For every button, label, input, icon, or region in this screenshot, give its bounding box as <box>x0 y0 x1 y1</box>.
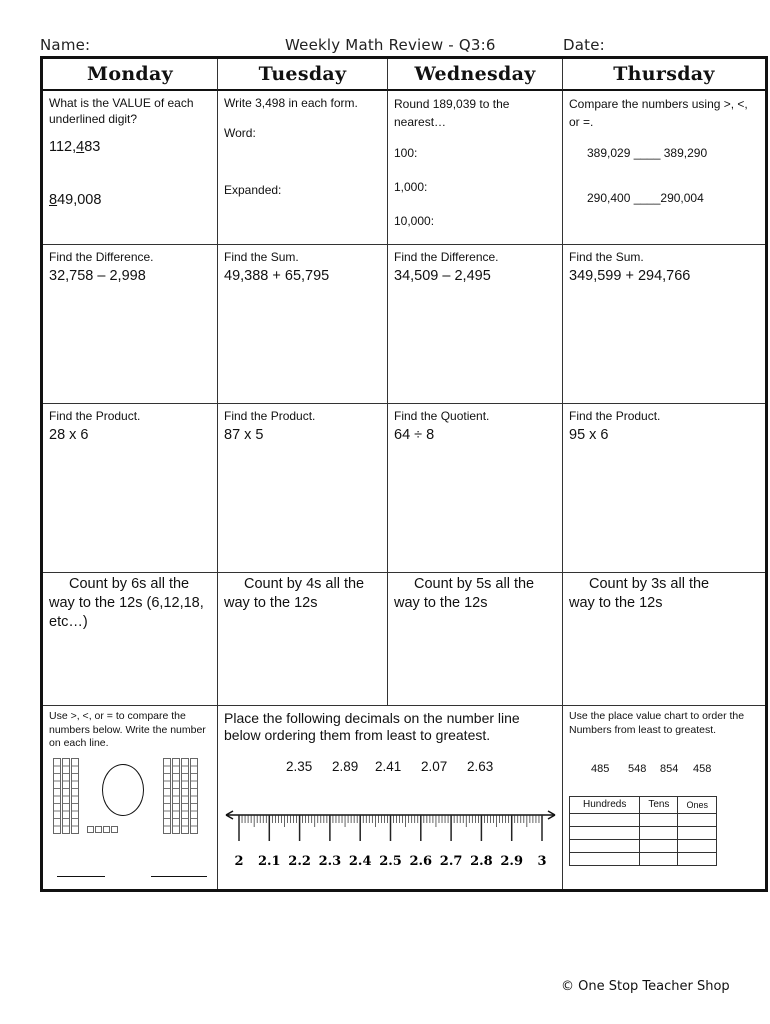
count-line: Count by 3s all the <box>589 576 710 592</box>
number-to-order: 485 <box>591 763 610 775</box>
count-line: etc…) <box>49 614 88 630</box>
ones-cube <box>103 826 110 833</box>
answer-line-left <box>57 876 105 877</box>
compare-two: 290,400 ____290,004 <box>587 191 704 205</box>
tick-label: 2.2 <box>288 854 311 869</box>
ones-cube <box>87 826 94 833</box>
product-problem: 95 x 6 <box>569 427 609 443</box>
wednesday-prompt: Round 189,039 to the nearest… <box>394 97 510 129</box>
day-header-monday: Monday <box>43 59 218 91</box>
product-label: Find the Product. <box>49 409 141 423</box>
number-line-cell <box>218 706 563 889</box>
day-header-thursday: Thursday <box>563 59 765 91</box>
tick-label: 2.5 <box>379 854 402 869</box>
product-label: Find the Product. <box>569 409 661 423</box>
pv-col-tens: Tens <box>640 797 678 814</box>
monday-difference-cell <box>43 245 218 404</box>
day-header-tuesday: Tuesday <box>218 59 388 91</box>
tick-label: 2.1 <box>257 854 281 869</box>
tens-rod <box>62 758 70 834</box>
worksheet-title: Weekly Math Review - Q3:6 <box>285 36 496 54</box>
place-value-table <box>569 796 717 866</box>
tick-label: 2.6 <box>409 854 433 869</box>
base-ten-rods-left <box>53 758 79 834</box>
monday-product-cell <box>43 404 218 573</box>
tick-label: 2.8 <box>470 854 493 869</box>
pv-cell[interactable] <box>570 853 640 866</box>
day-header-wednesday: Wednesday <box>388 59 563 91</box>
tens-rod <box>181 758 189 834</box>
number-to-order: 458 <box>693 763 712 775</box>
compare-one: 389,029 ____ 389,290 <box>587 146 708 160</box>
tick-label: 2.3 <box>318 854 342 869</box>
sum-problem: 349,599 + 294,766 <box>569 268 691 284</box>
wednesday-difference-cell <box>388 245 563 404</box>
pv-cell[interactable] <box>678 814 717 827</box>
decimal-value: 2.63 <box>467 759 494 774</box>
difference-label: Find the Difference. <box>394 250 499 264</box>
decimal-value: 2.41 <box>375 759 402 774</box>
tick-label: 2.9 <box>500 854 524 869</box>
thursday-product-cell <box>563 404 765 573</box>
review-grid <box>40 56 768 892</box>
product-problem: 87 x 5 <box>224 427 264 443</box>
wednesday-count-cell <box>388 573 563 706</box>
pv-col-hundreds: Hundreds <box>570 797 640 814</box>
quotient-label: Find the Quotient. <box>394 409 490 423</box>
number-to-order: 548 <box>628 763 647 775</box>
pv-cell[interactable] <box>570 814 640 827</box>
round-thousand: 1,000: <box>394 180 428 194</box>
compare-blocks-prompt: Use >, <, or = to compare the numbers below. Write the number on each line. <box>49 710 206 749</box>
number-two-part: 49,008 <box>57 192 102 208</box>
count-line: way to the 12s <box>569 595 663 611</box>
ones-cube <box>95 826 102 833</box>
monday-count-cell <box>43 573 218 706</box>
place-value-prompt: Use the place value chart to order the Numbers from least to greatest. <box>569 710 745 736</box>
tens-rod <box>172 758 180 834</box>
pv-cell[interactable] <box>570 840 640 853</box>
ones-cube <box>111 826 118 833</box>
base-ten-rods-right <box>163 758 198 834</box>
tick-label: 2 <box>234 854 244 869</box>
underlined-digit: 4 <box>76 139 85 155</box>
difference-problem: 32,758 – 2,998 <box>49 268 146 284</box>
product-label: Find the Product. <box>224 409 316 423</box>
difference-label: Find the Difference. <box>49 250 154 264</box>
monday-prompt: What is the VALUE of each underlined digit? <box>49 96 194 126</box>
decimal-list <box>218 759 562 777</box>
copyright-footer: © One Stop Teacher Shop <box>561 979 730 994</box>
sum-label: Find the Sum. <box>569 250 644 264</box>
thursday-count-cell <box>563 573 765 706</box>
number-line-prompt: Place the following decimals on the number line below ordering them from least to greatest. <box>224 710 520 743</box>
answer-line-right <box>151 876 207 877</box>
date-label: Date: <box>563 36 605 54</box>
tens-rod <box>53 758 61 834</box>
round-hundred: 100: <box>394 146 418 160</box>
product-problem: 28 x 6 <box>49 427 89 443</box>
underlined-digit: 8 <box>49 192 58 208</box>
wednesday-quotient-cell <box>388 404 563 573</box>
count-line: Count by 4s all the <box>244 576 365 592</box>
count-line: way to the 12s <box>224 595 318 611</box>
tuesday-forms-cell <box>218 91 388 245</box>
round-ten-thousand: 10,000: <box>394 214 435 228</box>
thursday-sum-cell <box>563 245 765 404</box>
sum-problem: 49,388 + 65,795 <box>224 268 330 284</box>
decimal-value: 2.07 <box>421 759 448 774</box>
number-to-order: 854 <box>660 763 679 775</box>
count-line: Count by 6s all the <box>69 576 190 592</box>
pv-cell[interactable] <box>570 827 640 840</box>
count-line: way to the 12s <box>394 595 488 611</box>
tuesday-count-cell <box>218 573 388 706</box>
count-line: way to the 12s (6,12,18, <box>49 595 204 611</box>
tick-label: 2.7 <box>439 854 463 869</box>
tick-label: 2.4 <box>348 854 372 869</box>
number-two <box>49 192 101 208</box>
decimal-value: 2.89 <box>332 759 359 774</box>
tuesday-sum-cell <box>218 245 388 404</box>
quotient-problem: 64 ÷ 8 <box>394 427 435 443</box>
number-one-part: 83 <box>84 139 101 155</box>
difference-problem: 34,509 – 2,495 <box>394 268 491 284</box>
count-line: Count by 5s all the <box>414 576 535 592</box>
pv-cell[interactable] <box>640 853 678 866</box>
pv-cell[interactable] <box>640 840 678 853</box>
base-ten-units-left <box>87 826 118 833</box>
tens-rod <box>71 758 79 834</box>
word-form-label: Word: <box>224 126 256 140</box>
tens-rod <box>163 758 171 834</box>
number-one <box>49 139 100 155</box>
pv-cell[interactable] <box>640 814 678 827</box>
decimal-value: 2.35 <box>286 759 313 774</box>
pv-col-ones: Ones <box>678 797 717 814</box>
tick-label: 3 <box>537 854 547 869</box>
thursday-place-value-cell <box>563 706 765 889</box>
comparison-oval <box>102 764 144 816</box>
expanded-form-label: Expanded: <box>224 183 282 197</box>
pv-cell[interactable] <box>640 827 678 840</box>
pv-cell[interactable] <box>678 827 717 840</box>
pv-cell[interactable] <box>678 840 717 853</box>
thursday-prompt: Compare the numbers using >, <, or =. <box>569 97 748 129</box>
number-one-part: 112, <box>49 139 77 155</box>
tens-rod <box>190 758 198 834</box>
monday-compare-blocks-cell <box>43 706 218 889</box>
number-line <box>218 800 563 870</box>
tuesday-product-cell <box>218 404 388 573</box>
thursday-compare-cell <box>563 91 765 245</box>
wednesday-rounding-cell <box>388 91 563 245</box>
monday-place-value-cell <box>43 91 218 245</box>
sum-label: Find the Sum. <box>224 250 299 264</box>
name-label: Name: <box>40 36 91 54</box>
pv-cell[interactable] <box>678 853 717 866</box>
tuesday-prompt: Write 3,498 in each form. <box>224 96 358 110</box>
